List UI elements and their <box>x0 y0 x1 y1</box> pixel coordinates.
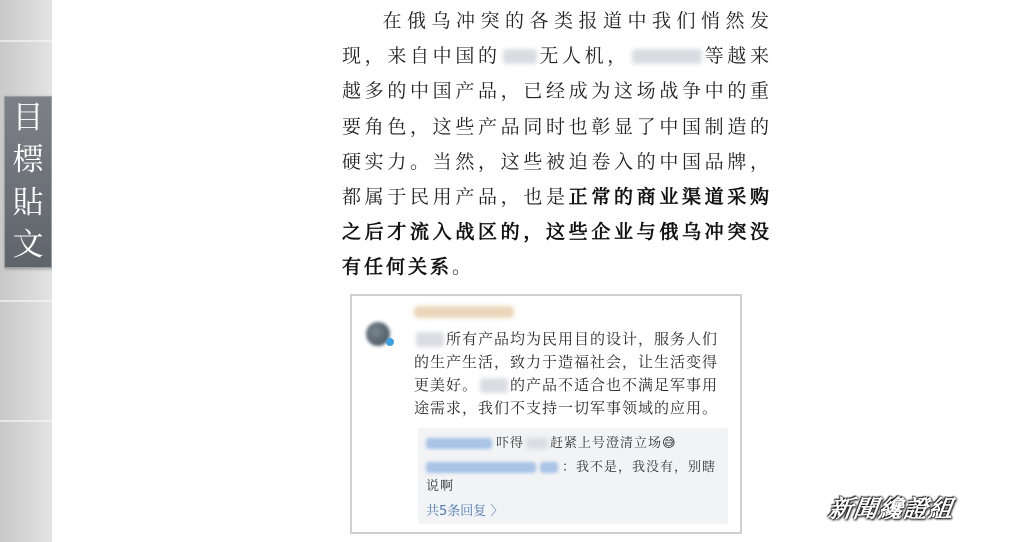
studio-backdrop <box>0 0 52 542</box>
redacted-nickname <box>426 462 536 473</box>
redacted-brand <box>416 332 444 347</box>
sweat-smile-icon: 😅 <box>662 436 677 451</box>
target-post-tag <box>4 96 52 268</box>
backdrop-streak <box>0 40 52 42</box>
reply-item <box>426 458 716 496</box>
article-text-3: 等越来越多的中国产品，已经成为这场战争中的重要角色，这些产品同时也彰显了中国制造的硬实力。当然，这些被迫卷入的中国品牌，都属于民用产品，也是 <box>342 45 772 209</box>
article-text-2: 无人机， <box>538 45 630 68</box>
reply-text: ：我不是，我没有，别瞎说啊 <box>426 460 717 494</box>
redacted-brand <box>503 49 537 64</box>
reply-item <box>426 434 677 453</box>
view-replies-link[interactable]: 共5条回复 〉 <box>426 504 504 519</box>
redacted-brand <box>526 438 548 449</box>
reply-text-a: 吓得 <box>496 436 525 451</box>
tag-char: 目 <box>12 99 44 136</box>
redacted-brand <box>480 378 508 393</box>
tag-char: 貼 <box>12 184 44 221</box>
comment-body <box>414 328 730 420</box>
reply-text-b: 赶紧上号澄清立场 <box>550 436 663 451</box>
article-text-end: 。 <box>452 256 475 279</box>
article-bold-text: 正常的商业渠道采购之后才流入战区的，这些企业与俄乌冲突没有任何关系 <box>342 186 772 279</box>
redacted-username <box>414 306 514 318</box>
document-page <box>52 0 1024 542</box>
tag-char: 標 <box>12 142 44 179</box>
redacted-brand <box>632 49 702 64</box>
backdrop-streak <box>0 300 52 302</box>
verified-badge-icon <box>386 338 394 346</box>
tag-char: 文 <box>12 227 44 264</box>
backdrop-streak <box>0 420 52 422</box>
redacted-nickname <box>426 438 492 449</box>
news-logo: 新聞纔證組 <box>826 495 956 523</box>
article-text-1: 在俄乌冲突的各类报道中我们悄然发现，来自中国的 <box>342 10 772 68</box>
comment-text-2: 的产品不适合也不满足军事用途需求，我们不支持一切军事领域的应用。 <box>414 376 719 417</box>
article-paragraph <box>342 4 772 286</box>
comment-screenshot <box>350 294 742 534</box>
redacted-nickname <box>540 462 558 473</box>
reply-section <box>418 428 728 524</box>
comment-text-1: 所有产品均为民用目的设计，服务人们的生产生活，致力于造福社会，让生活变得更美好。 <box>414 330 719 394</box>
